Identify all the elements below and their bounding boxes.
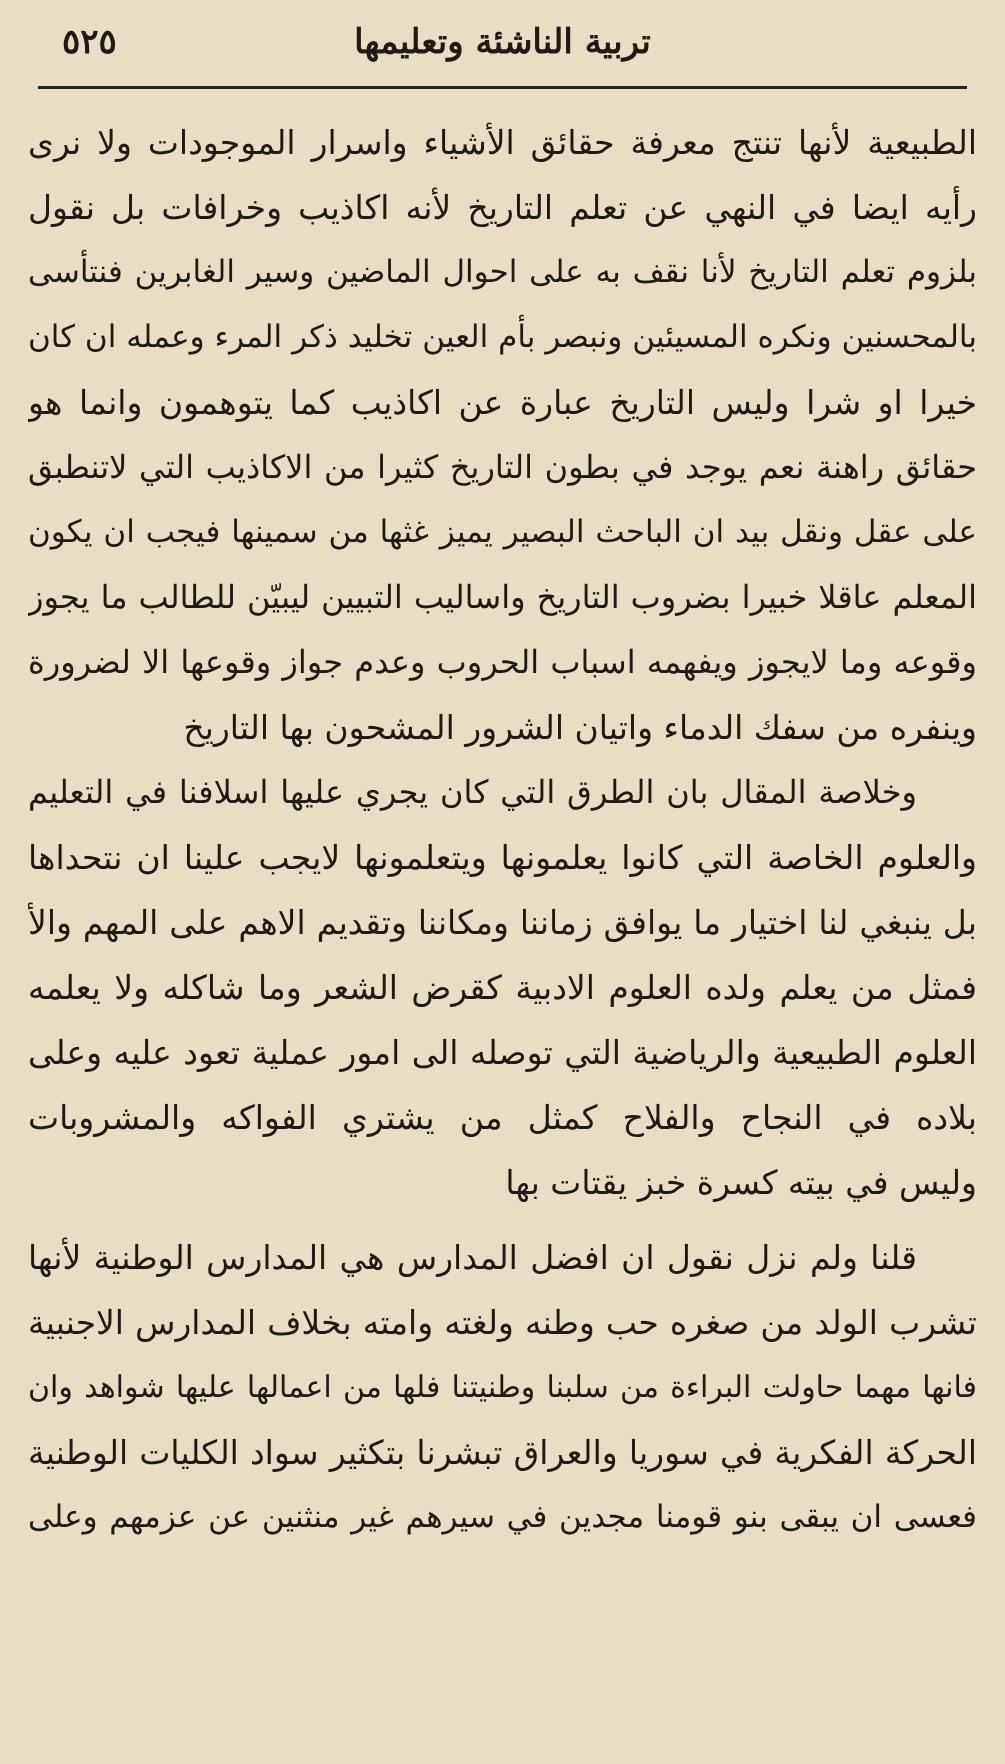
text-line: وقوعه وما لايجوز ويفهمه اسباب الحروب وعدم جواز وقوعها الا لضرورة — [28, 643, 977, 681]
running-title: تربية الناشئة وتعليمها — [354, 22, 651, 62]
text-line: بلزوم تعلم التاريخ لأنا نقف به على احوال الماضين وسير الغابرين فنتأسى — [28, 254, 977, 290]
body-text — [28, 110, 977, 1550]
text-line: الطبيعية لأنها تنتج معرفة حقائق الأشياء واسرار الموجودات ولا نرى — [28, 123, 977, 162]
text-line: الحركة الفكرية في سوريا والعراق تبشرنا بتكثير سواد الكليات الوطنية — [28, 1433, 977, 1472]
text-line: المعلم عاقلا خبيرا بضروب التاريخ واساليب التبيين ليبيّن للطالب ما يجوز — [28, 578, 977, 616]
text-line: على عقل ونقل بيد ان الباحث البصير يميز غثها من سمينها فيجب ان يكون — [28, 514, 977, 550]
text-line: فعسى ان يبقى بنو قومنا مجدين في سيرهم غير منثنين عن عزمهم وعلى — [28, 1499, 977, 1535]
text-line: العلوم الطبيعية والرياضية التي توصله الى امور عملية تعود عليه وعلى — [28, 1033, 977, 1072]
text-line: حقائق راهنة نعم يوجد في بطون التاريخ كثيرا من الاكاذيب التي لاتنطبق — [28, 448, 977, 486]
paragraph-start-line: قلنا ولم نزل نقول ان افضل المدارس هي المدارس الوطنية لأنها — [28, 1238, 917, 1277]
text-line: تشرب الولد من صغره حب وطنه ولغته وامته بخلاف المدارس الاجنبية — [28, 1303, 977, 1342]
text-line: بالمحسنين ونكره المسيئين ونبصر بأم العين تخليد ذكر المرء وعمله ان كان — [28, 319, 977, 355]
paragraph-start-line: وخلاصة المقال بان الطرق التي كان يجري عليها اسلافنا في التعليم — [28, 773, 918, 811]
text-line: خيرا او شرا وليس التاريخ عبارة عن اكاذيب كما يتوهمون وانما هو — [28, 383, 977, 422]
text-line: والعلوم الخاصة التي كانوا يعلمونها ويتعلمونها لايجب علينا ان نتحداها — [28, 838, 977, 877]
paragraph-end-line: وينفره من سفك الدماء واتيان الشرور المشحون بها التاريخ — [183, 708, 977, 747]
text-line: فمثل من يعلم ولده العلوم الادبية كقرض الشعر وما شاكله ولا يعلمه — [28, 968, 977, 1007]
text-line: بلاده في النجاح والفلاح كمثل من يشتري الفواكه والمشروبات — [28, 1098, 977, 1137]
page-number: ٥٢٥ — [62, 22, 117, 62]
text-line: فانها مهما حاولت البراءة من سلبنا وطنيتنا فلها من اعمالها عليها شواهد وان — [28, 1370, 977, 1405]
page-header — [38, 12, 967, 84]
header-rule — [38, 86, 967, 89]
text-line: بل ينبغي لنا اختيار ما يوافق زماننا ومكاننا وتقديم الاهم على المهم والأ — [28, 903, 977, 942]
paragraph-end-line: وليس في بيته كسرة خبز يقتات بها — [505, 1163, 977, 1202]
text-line: رأيه ايضا في النهي عن تعلم التاريخ لأنه اكاذيب وخرافات بل نقول — [28, 188, 977, 227]
paragraph-gap — [28, 1215, 977, 1225]
